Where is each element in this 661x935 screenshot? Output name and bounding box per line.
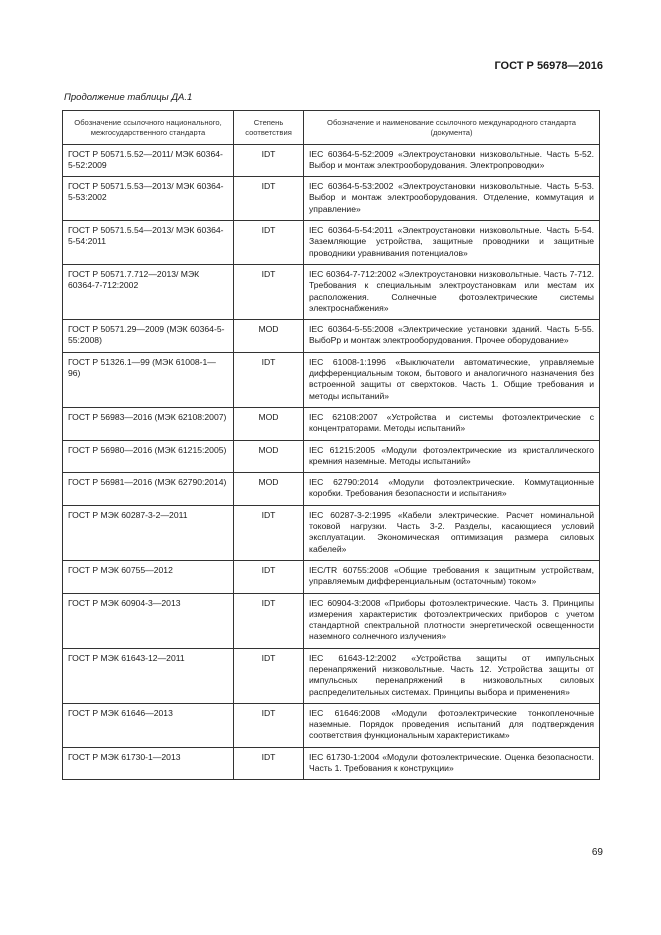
standards-table: [62, 110, 600, 780]
cell-national-standard: ГОСТ Р МЭК 61643-12—2011: [63, 648, 234, 703]
cell-national-standard: ГОСТ Р 56983—2016 (МЭК 62108:2007): [63, 407, 234, 440]
table-body: [63, 144, 600, 780]
cell-degree: IDT: [234, 560, 304, 593]
document-code: ГОСТ Р 56978—2016: [494, 60, 603, 72]
cell-international-standard: IEC/TR 60755:2008 «Общие требования к защитным устройствам, управляемым дифференциальным (остаточным) током»: [304, 560, 600, 593]
cell-degree: MOD: [234, 407, 304, 440]
column-header-degree: Степень соответствия: [234, 111, 304, 145]
cell-international-standard: IEC 62790:2014 «Модули фотоэлектрические. Коммутационные коробки. Требования безопасности и испытания»: [304, 473, 600, 506]
table-row: [63, 747, 600, 780]
cell-international-standard: IEC 60364-5-54:2011 «Электроустановки низковольтные. Часть 5-54. Заземляющие устройства, защитные проводники и защитные проводники уравнивания потенциалов»: [304, 221, 600, 265]
table-row: [63, 144, 600, 177]
table-caption: Продолжение таблицы ДА.1: [64, 92, 193, 103]
table-row: [63, 560, 600, 593]
cell-international-standard: IEC 61646:2008 «Модули фотоэлектрические тонкопленочные наземные. Порядок проведения испытаний для подтверждения соответствия функциональным характеристикам»: [304, 703, 600, 747]
table-row: [63, 473, 600, 506]
cell-degree: IDT: [234, 747, 304, 780]
table-row: [63, 593, 600, 648]
cell-international-standard: IEC 61215:2005 «Модули фотоэлектрические из кристаллического кремния наземные. Методы испытаний»: [304, 440, 600, 473]
table-row: [63, 352, 600, 407]
cell-international-standard: IEC 60287-3-2:1995 «Кабели электрические. Расчет номинальной токовой нагрузки. Часть 3-2. Разделы, касающиеся условий эксплуатации. Экономическая оптимизация размера силовых кабелей»: [304, 505, 600, 560]
cell-degree: IDT: [234, 593, 304, 648]
cell-international-standard: IEC 60904-3:2008 «Приборы фотоэлектрические. Часть 3. Принципы измерения характеристик фотоэлектрических приборов с учетом стандартной спектральной плотности энергетической освещенности наземного солнечного излучения»: [304, 593, 600, 648]
cell-international-standard: IEC 61008-1:1996 «Выключатели автоматические, управляемые дифференциальным током, бытового и аналогичного назначения без встроенной защиты от сверхтоков. Часть 1. Общие требования и методы испытаний»: [304, 352, 600, 407]
cell-international-standard: IEC 60364-5-55:2008 «Электрические установки зданий. Часть 5-55. ВыбоРр и монтаж электрооборудования. Прочее оборудование»: [304, 320, 600, 353]
column-header-national: Обозначение ссылочного национального, межгосударственного стандарта: [63, 111, 234, 145]
table-row: [63, 505, 600, 560]
cell-international-standard: IEC 62108:2007 «Устройства и системы фотоэлектрические с концентраторами. Методы испытаний»: [304, 407, 600, 440]
table-row: [63, 703, 600, 747]
table-row: [63, 320, 600, 353]
cell-international-standard: IEC 60364-7-712:2002 «Электроустановки низковольтные. Часть 7-712. Требования к специальным электроустановкам или местам их расположения. Солнечные фотоэлектрические системы электроснабжения»: [304, 264, 600, 319]
cell-degree: MOD: [234, 473, 304, 506]
cell-degree: IDT: [234, 352, 304, 407]
cell-national-standard: ГОСТ Р 50571.7.712—2013/ МЭК 60364-7-712:2002: [63, 264, 234, 319]
cell-degree: IDT: [234, 505, 304, 560]
cell-degree: IDT: [234, 144, 304, 177]
cell-national-standard: ГОСТ Р 56980—2016 (МЭК 61215:2005): [63, 440, 234, 473]
cell-national-standard: ГОСТ Р 56981—2016 (МЭК 62790:2014): [63, 473, 234, 506]
cell-national-standard: ГОСТ Р 50571.5.52—2011/ МЭК 60364-5-52:2009: [63, 144, 234, 177]
table-row: [63, 407, 600, 440]
cell-international-standard: IEC 61643-12:2002 «Устройства защиты от импульсных перенапряжений низковольтные. Часть 12. Устройства защиты от импульсных перенапряжений в низковольтных силовых распределительных системах. Принципы выбора и применения»: [304, 648, 600, 703]
table-row: [63, 648, 600, 703]
cell-degree: IDT: [234, 177, 304, 221]
table-row: [63, 440, 600, 473]
header-row: [63, 111, 600, 145]
table-header: [63, 111, 600, 145]
table-row: [63, 177, 600, 221]
cell-international-standard: IEC 60364-5-52:2009 «Электроустановки низковольтные. Часть 5-52. Выбор и монтаж электрооборудования. Электропроводки»: [304, 144, 600, 177]
cell-national-standard: ГОСТ Р 50571.5.53—2013/ МЭК 60364-5-53:2002: [63, 177, 234, 221]
cell-degree: MOD: [234, 440, 304, 473]
column-header-international: Обозначение и наименование ссылочного международного стандарта (документа): [304, 111, 600, 145]
cell-international-standard: IEC 60364-5-53:2002 «Электроустановки низковольтные. Часть 5-53. Выбор и монтаж электрооборудования. Отделение, коммутация и управление»: [304, 177, 600, 221]
cell-degree: IDT: [234, 648, 304, 703]
cell-national-standard: ГОСТ Р МЭК 60755—2012: [63, 560, 234, 593]
table-row: [63, 264, 600, 319]
cell-degree: IDT: [234, 221, 304, 265]
cell-degree: IDT: [234, 703, 304, 747]
cell-national-standard: ГОСТ Р 51326.1—99 (МЭК 61008-1—96): [63, 352, 234, 407]
cell-national-standard: ГОСТ Р МЭК 60287-3-2—2011: [63, 505, 234, 560]
cell-national-standard: ГОСТ Р 50571.29—2009 (МЭК 60364-5-55:2008): [63, 320, 234, 353]
cell-national-standard: ГОСТ Р МЭК 61646—2013: [63, 703, 234, 747]
cell-national-standard: ГОСТ Р 50571.5.54—2013/ МЭК 60364-5-54:2011: [63, 221, 234, 265]
cell-international-standard: IEC 61730-1:2004 «Модули фотоэлектрические. Оценка безопасности. Часть 1. Требования к конструкции»: [304, 747, 600, 780]
table-row: [63, 221, 600, 265]
cell-degree: MOD: [234, 320, 304, 353]
cell-national-standard: ГОСТ Р МЭК 61730-1—2013: [63, 747, 234, 780]
cell-degree: IDT: [234, 264, 304, 319]
cell-national-standard: ГОСТ Р МЭК 60904-3—2013: [63, 593, 234, 648]
page-number: 69: [591, 847, 603, 858]
